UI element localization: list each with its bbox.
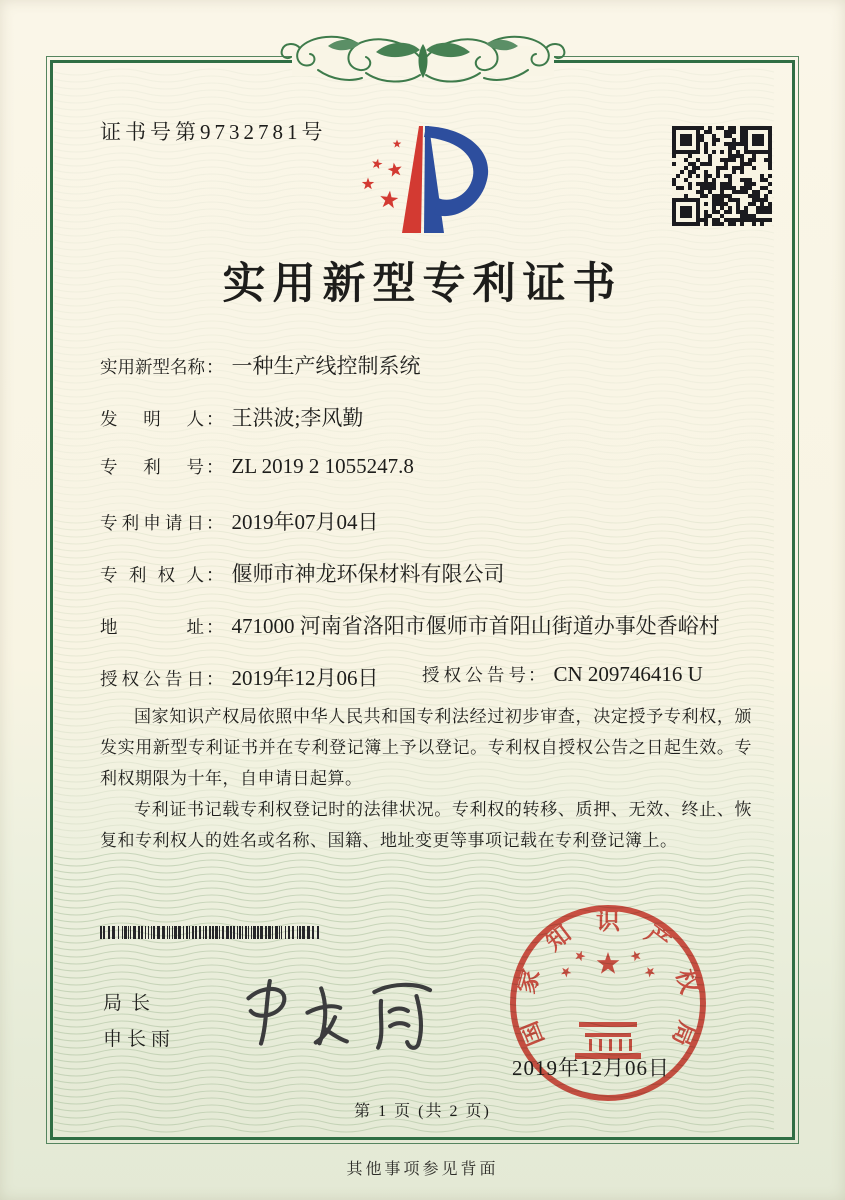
svg-text:国: 国 bbox=[516, 1017, 550, 1050]
legal-paragraph-2: 专利证书记载专利权登记时的法律状况。专利权的转移、质押、无效、终止、恢复和专利权人的姓名或名称、国籍、地址变更等事项记载在专利登记簿上。 bbox=[100, 799, 752, 850]
field-label: 地 址 bbox=[100, 617, 204, 637]
svg-text:知: 知 bbox=[541, 921, 577, 957]
qr-code bbox=[672, 126, 772, 226]
field-label: 专 利 权 人 bbox=[100, 565, 204, 585]
page-indicator: 第 1 页 (共 2 页) bbox=[354, 1103, 491, 1120]
field-colon: ： bbox=[206, 457, 224, 477]
field-colon: ： bbox=[206, 669, 224, 689]
ornamental-flourish bbox=[258, 28, 588, 94]
national-emblem bbox=[561, 951, 655, 1059]
certificate-title: 实用新型专利证书 bbox=[222, 261, 623, 308]
field-grant-date bbox=[100, 662, 760, 693]
field-colon: ： bbox=[206, 409, 224, 429]
back-side-note: 其他事项参见背面 bbox=[346, 1161, 499, 1178]
field-label: 授 权 公 告 号 bbox=[422, 665, 526, 685]
legal-paragraph-1: 国家知识产权局依照中华人民共和国专利法经过初步审查，决定授予专利权，颁发实用新型专利证书并在专利登记簿上予以登记。专利权自授权公告之日起生效。专利权期限为十年，自申请日起算。 bbox=[100, 707, 752, 788]
field-value: 471000 河南省洛阳市偃师市首阳山街道办事处香峪村 bbox=[231, 614, 720, 638]
grant-date-stamp: 2019年12月06日 bbox=[512, 1056, 670, 1080]
field-value: 2019年12月06日 bbox=[231, 666, 379, 690]
field-colon: ： bbox=[206, 617, 224, 637]
field-colon: ： bbox=[206, 513, 224, 533]
officer-name: 申长雨 bbox=[103, 1029, 176, 1050]
field-value: ZL 2019 2 1055247.8 bbox=[231, 454, 414, 478]
field-value: CN 209746416 U bbox=[553, 662, 703, 686]
svg-text:权: 权 bbox=[670, 966, 702, 997]
svg-text:识: 识 bbox=[596, 909, 620, 935]
certificate-number: 证书号第9732781号 bbox=[100, 120, 327, 144]
field-label: 实 用 新 型 名 称 bbox=[100, 357, 205, 377]
field-colon: ： bbox=[206, 565, 224, 585]
field-value: 王洪波;李风勤 bbox=[231, 406, 364, 430]
field-inventor bbox=[100, 402, 760, 433]
legal-text bbox=[100, 702, 752, 857]
officer-title-label: 局长 bbox=[103, 993, 160, 1014]
svg-text:家: 家 bbox=[514, 966, 546, 997]
director-signature bbox=[238, 958, 448, 1063]
field-address bbox=[100, 610, 760, 641]
field-grant-number bbox=[422, 662, 703, 687]
field-value: 偃师市神龙环保材料有限公司 bbox=[231, 562, 505, 586]
cnipa-logo bbox=[340, 118, 530, 240]
svg-text:产: 产 bbox=[639, 921, 675, 957]
svg-text:局: 局 bbox=[666, 1017, 700, 1050]
field-label: 授 权 公 告 日 bbox=[100, 669, 204, 689]
field-list bbox=[100, 350, 760, 714]
field-value: 2019年07月04日 bbox=[231, 510, 379, 534]
field-colon: ： bbox=[206, 357, 224, 377]
field-label: 专 利 号 bbox=[100, 457, 204, 477]
field-label: 发 明 人 bbox=[100, 409, 204, 429]
field-patentee bbox=[100, 558, 760, 589]
field-label: 专 利 申 请 日 bbox=[100, 513, 204, 533]
field-patent-number bbox=[100, 454, 760, 485]
field-utility-model-name bbox=[100, 350, 760, 381]
field-colon: ： bbox=[528, 665, 546, 685]
barcode bbox=[100, 926, 322, 939]
field-application-date bbox=[100, 506, 760, 537]
field-value: 一种生产线控制系统 bbox=[231, 354, 421, 378]
